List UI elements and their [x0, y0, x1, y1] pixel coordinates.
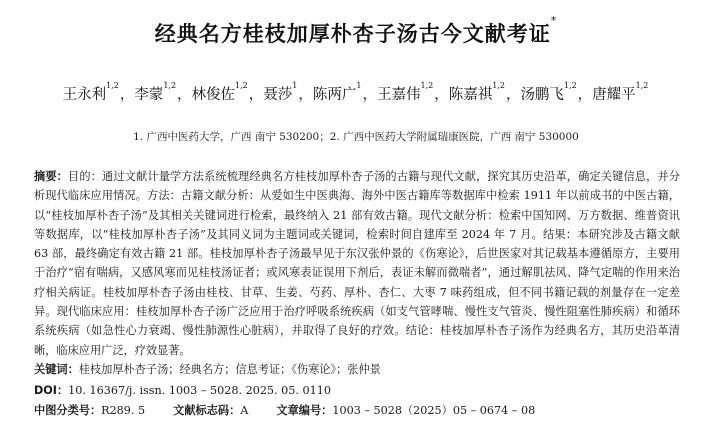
article-no-label: 文章编号： — [276, 404, 333, 417]
doc-code-value: A — [240, 404, 249, 417]
doi-label: DOI： — [34, 384, 69, 397]
author-affiliation-mark: 1,2 — [163, 81, 177, 90]
author-affiliation-mark: 1 — [292, 81, 298, 90]
author-separator: ， — [177, 87, 192, 103]
abstract-label: 摘要： — [34, 170, 69, 183]
title-text: 经典名方桂枝加厚朴杏子汤古今文献考证 — [154, 22, 551, 46]
author-separator: ， — [248, 87, 264, 103]
author-list — [0, 83, 712, 104]
author-name: 汤鹏飞 — [520, 87, 564, 103]
author-affiliation-mark: 1,2 — [235, 81, 248, 90]
author-separator: ， — [298, 87, 313, 103]
author-name: 陈两广 — [312, 87, 357, 103]
doc-code-label: 文献标志码： — [173, 404, 241, 417]
author-separator: ， — [362, 87, 377, 103]
author-name: 李蒙 — [134, 87, 164, 103]
doi-value: 10. 16367/j. issn. 1003 – 5028. 2025. 05. 0110 — [68, 384, 331, 397]
article-no-cell — [276, 402, 535, 418]
author-name: 陈嘉祺 — [448, 87, 493, 103]
author-affiliation-mark: 1,2 — [563, 81, 577, 90]
clc-value: R289. 5 — [101, 404, 146, 417]
author-affiliation-mark: 1,2 — [492, 81, 505, 90]
author-separator: ， — [505, 87, 521, 103]
keywords-label: 关键词： — [34, 363, 79, 376]
keywords — [34, 361, 680, 377]
author-affiliation-mark: 1,2 — [635, 81, 649, 90]
author-name: 聂莎 — [263, 87, 293, 103]
article-no-value: 1003 – 5028（2025）05 – 0674 – 08 — [332, 404, 536, 417]
doc-code-cell — [173, 402, 248, 418]
author-separator: ， — [434, 87, 449, 103]
author-name: 林俊佐 — [191, 87, 236, 103]
author-name: 王嘉伟 — [376, 87, 421, 103]
clc-label: 中图分类号： — [34, 404, 102, 417]
abstract — [34, 167, 680, 360]
clc-cell — [34, 402, 145, 418]
title-footnote-mark: * — [550, 14, 558, 27]
author-affiliation-mark: 1,2 — [106, 81, 119, 90]
paper-title — [0, 14, 712, 48]
affiliations: 1. 广西中医药大学，广西 南宁 530200；2. 广西中医药大学附属瑞康医院，广西 南宁 530000 — [133, 131, 579, 143]
classification-line — [34, 402, 694, 418]
abstract-text: 目的：通过文献计量学方法系统梳理经典名方桂枝加厚朴杏子汤的古籍与现代文献，探究其历史沿革，确定关键信息，并分析现代临床应用情况。方法：古籍文献分析：从爱如生中医典海、海外中医古籍库等数据库中检索 1911 年以前成书的中医古籍，以“桂枝加厚朴杏子汤”及其相关关键词进行检索，最终纳入 21 部有效古籍。现代文献分析：检索中国知网、万方数据、维普资讯等数据库，以“桂枝加厚朴杏子汤”及其同义词为主题词或关键词，检索时间自建库至 2024 年 7 月。结果：本研究涉及古籍文献 63 部，最终确定有效古籍 21 部。桂枝加厚朴杏子汤最早见于东汉张仲景的《伤寒论》，后世医家对其记载基本遵循原方，主要用于治疗“宿有喘病，又感风寒而见桂枝汤证者；或风寒表证误用下剂后，表证未解而微喘者”，通过解肌祛风、降气定喘的作用来治疗相关病证。桂枝加厚朴杏子汤由桂枝、甘草、生姜、芍药、厚朴、杏仁、大枣 7 味药组成，但不同书籍记载的剂量存在一定差异。现代临床应用：桂枝加厚朴杏子汤广泛应用于治疗呼吸系统疾病（如支气管哮喘、慢性支气管炎、慢性阻塞性肺疾病）和循环系统疾病（如急性心力衰竭、慢性肺源性心脏病），并取得了良好的疗效。结论：桂枝加厚朴杏子汤作为经典名方，其历史沿革清晰，临床应用广泛，疗效显著。 — [34, 170, 680, 357]
author-affiliation-mark: 1 — [356, 81, 362, 90]
author-affiliation-mark: 1,2 — [420, 81, 434, 90]
author-name: 唐耀平 — [592, 87, 636, 103]
doi-line — [34, 382, 680, 398]
keywords-text: 桂枝加厚朴杏子汤；经典名方；信息考证；《伤寒论》；张仲景 — [78, 363, 381, 376]
author-separator: ， — [577, 87, 593, 103]
author-name: 王永利 — [62, 87, 107, 103]
author-separator: ， — [119, 87, 135, 103]
